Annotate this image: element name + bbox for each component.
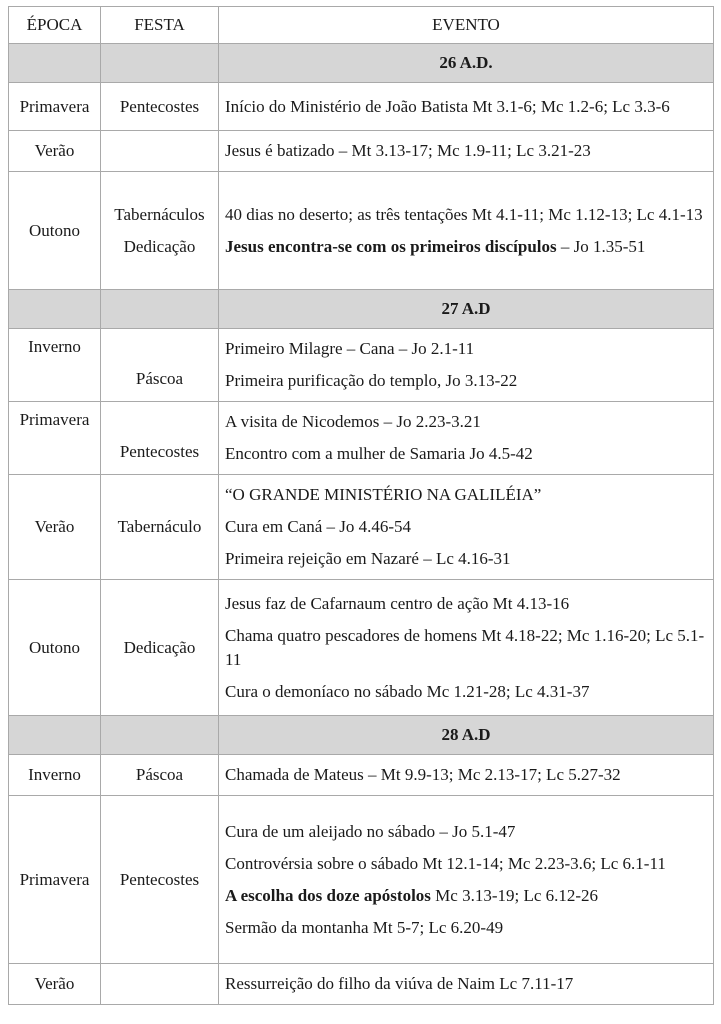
epoca-cell: Verão	[9, 475, 101, 580]
epoca-cell: Outono	[9, 172, 101, 290]
festa-cell: Pentecostes	[101, 796, 219, 964]
table-row	[9, 475, 714, 580]
epoca-cell: Inverno	[9, 755, 101, 796]
evento-text: Controvérsia sobre o sábado Mt 12.1-14; Mc 2.23-3.6; Lc 6.1-11	[225, 853, 666, 873]
evento-text: Cura o demoníaco no sábado Mc 1.21-28; Lc 4.31-37	[225, 681, 590, 701]
evento-text: Cura em Caná – Jo 4.46-54	[225, 517, 412, 536]
table-row	[9, 402, 714, 475]
evento-text: A visita de Nicodemos – Jo 2.23-3.21	[225, 412, 481, 431]
table-row	[9, 964, 714, 1005]
chronology-table	[8, 6, 714, 1005]
evento-cell	[219, 329, 714, 402]
epoca-cell: Primavera	[9, 83, 101, 131]
epoca-cell: Verão	[9, 131, 101, 172]
header-evento: EVENTO	[219, 7, 714, 44]
festa-cell: Dedicação	[101, 580, 219, 716]
evento-text: Chamada de Mateus – Mt 9.9-13; Mc 2.13-17; Lc 5.27-32	[225, 765, 621, 784]
table-row	[9, 83, 714, 131]
table-row	[9, 755, 714, 796]
evento-text: Jesus encontra-se com os primeiros discípulos – Jo 1.35-51	[225, 236, 646, 256]
epoca-cell: Verão	[9, 964, 101, 1005]
evento-cell	[219, 131, 714, 172]
epoca-cell: Primavera	[9, 796, 101, 964]
festa-cell: Pentecostes	[101, 402, 219, 475]
table-row	[9, 172, 714, 290]
header-epoca: ÉPOCA	[9, 7, 101, 44]
evento-text: 40 dias no deserto; as três tentações Mt 4.1-11; Mc 1.12-13; Lc 4.1-13	[225, 204, 703, 224]
evento-text: Primeira purificação do templo, Jo 3.13-22	[225, 371, 518, 390]
festa-cell: Páscoa	[101, 755, 219, 796]
evento-text: Primeira rejeição em Nazaré – Lc 4.16-31	[225, 549, 511, 568]
evento-cell	[219, 964, 714, 1005]
evento-cell	[219, 402, 714, 475]
evento-cell	[219, 796, 714, 964]
header-festa: FESTA	[101, 7, 219, 44]
evento-cell	[219, 172, 714, 290]
year-label: 28 A.D	[219, 716, 714, 755]
evento-cell	[219, 83, 714, 131]
festa-cell: Páscoa	[101, 329, 219, 402]
epoca-cell: Primavera	[9, 402, 101, 475]
evento-text: Chama quatro pescadores de homens Mt 4.18-22; Mc 1.16-20; Lc 5.1-11	[225, 625, 705, 669]
festa-text: Dedicação	[123, 236, 196, 256]
chronology-table-wrapper	[8, 6, 714, 1005]
evento-text: “O GRANDE MINISTÉRIO NA GALILÉIA”	[225, 485, 542, 504]
year-label: 27 A.D	[219, 290, 714, 329]
evento-text: Início do Ministério de João Batista Mt 3.1-6; Mc 1.2-6; Lc 3.3-6	[225, 96, 670, 116]
evento-cell	[219, 475, 714, 580]
year-row-27	[9, 290, 714, 329]
evento-text: A escolha dos doze apóstolos Mc 3.13-19; Lc 6.12-26	[225, 885, 599, 905]
year-row-28	[9, 716, 714, 755]
year-label: 26 A.D.	[219, 44, 714, 83]
year-row-26	[9, 44, 714, 83]
evento-text: Jesus é batizado – Mt 3.13-17; Mc 1.9-11; Lc 3.21-23	[225, 141, 591, 160]
table-row	[9, 131, 714, 172]
table-row	[9, 580, 714, 716]
festa-text: Tabernáculos	[114, 204, 205, 224]
epoca-cell: Inverno	[9, 329, 101, 402]
evento-cell	[219, 755, 714, 796]
table-row	[9, 329, 714, 402]
evento-cell	[219, 580, 714, 716]
evento-text: Ressurreição do filho da viúva de Naim Lc 7.11-17	[225, 974, 574, 993]
evento-text: Sermão da montanha Mt 5-7; Lc 6.20-49	[225, 917, 504, 937]
evento-text: Encontro com a mulher de Samaria Jo 4.5-42	[225, 444, 533, 463]
festa-cell	[101, 172, 219, 290]
evento-bold: A escolha dos doze apóstolos	[225, 885, 431, 905]
header-row	[9, 7, 714, 44]
table-row	[9, 796, 714, 964]
evento-text: Jesus faz de Cafarnaum centro de ação Mt 4.13-16	[225, 593, 570, 613]
evento-text: Primeiro Milagre – Cana – Jo 2.1-11	[225, 339, 475, 358]
festa-cell	[101, 131, 219, 172]
festa-cell: Pentecostes	[101, 83, 219, 131]
festa-cell	[101, 964, 219, 1005]
evento-bold: Jesus encontra-se com os primeiros discípulos	[225, 236, 557, 256]
festa-cell: Tabernáculo	[101, 475, 219, 580]
evento-text: Cura de um aleijado no sábado – Jo 5.1-47	[225, 821, 516, 841]
epoca-cell: Outono	[9, 580, 101, 716]
